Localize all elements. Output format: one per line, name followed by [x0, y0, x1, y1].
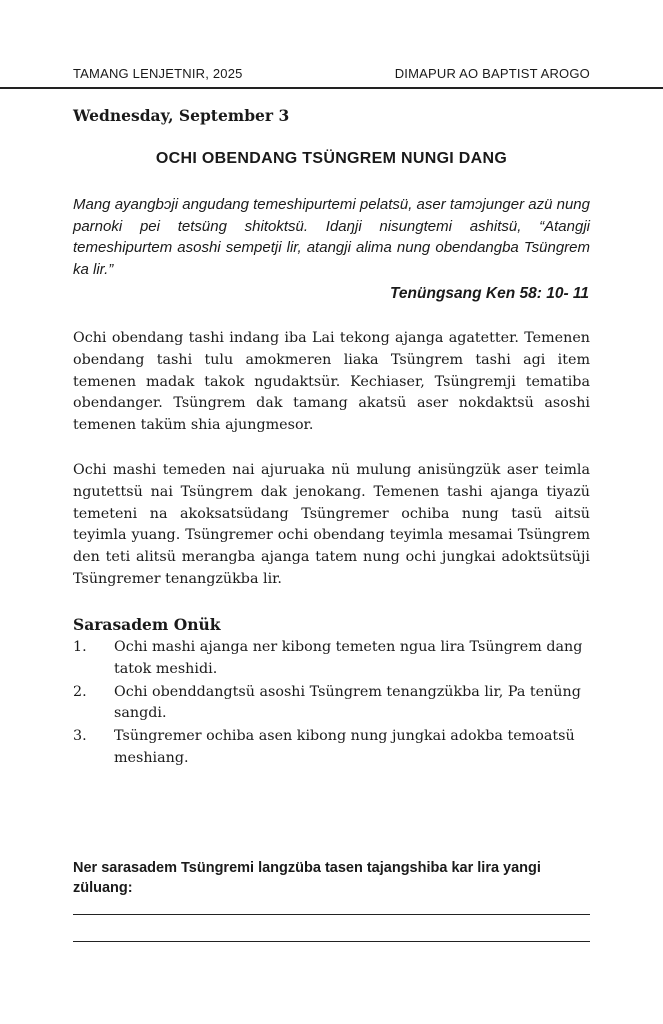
header-left: TAMANG LENJETNIR, 2025 — [73, 66, 243, 81]
body-paragraph-1: Ochi obendang tashi indang iba Lai tekong ajanga agatetter. Temenen obendang tashi tulu amokmeren liaka Tsüngrem tashi agi item temenen madak takok ngudaktsür. Kechiaser, Tsüngremji tematiba obendanger. Tsüngrem dak tamang akatsü aser nokdaktsü asoshi temenen taküm shia ajungmesor. — [73, 330, 590, 434]
list-item — [73, 726, 590, 770]
header-right: DIMAPUR AO BAPTIST AROGO — [394, 66, 590, 81]
list-item-number: 3. — [73, 728, 87, 745]
list-item-number: 1. — [73, 639, 87, 655]
page-header — [73, 66, 590, 81]
prayer-prompt: Ner sarasadem Tsüngremi langzüba tasen tajangshiba kar lira yangi züluang: — [73, 860, 541, 896]
writing-line-1[interactable] — [73, 914, 590, 915]
list-item-text: Ochi obenddangtsü asoshi Tsüngrem tenangzükba lir, Pa tenüng sangdi. — [114, 683, 581, 722]
writing-line-2[interactable] — [73, 941, 590, 942]
list-item-text: Tsüngremer ochiba asen kibong nung jungkai adokba temoatsü meshiang. — [114, 728, 575, 766]
reflection-heading: Sarasadem Onük — [73, 615, 221, 634]
list-item — [73, 682, 590, 726]
list-item-number: 2. — [73, 683, 87, 700]
scripture-verse: Mang ayangbɔji angudang temeshipurtemi pelatsü, aser tamɔjunger azü nung parnoki pei tetsüng shitoktsü. Idaŋji nisungtemi ashitsü, “Atangji temeshipurtem asoshi sempetji lir, atangji alima nung obendangba Tsüngrem ka lir.” — [73, 196, 590, 278]
body-paragraph-2: Ochi mashi temeden nai ajuruaka nü mulung anisüngzük aser teimla ngutettsü nai Tsüngrem dak jenokang. Temenen tashi ajanga tiyazü temeteni na akoksatsüdang Tsüngremer ochiba nung tasü aitsü teyimla yuang. Tsüngremer ochi obendang teyimla mesamai Tsüngrem den teti alitsü merangba ajanga tatem nung ochi jungkai adoktsütsüji Tsüngremer tenangzükba lir. — [73, 462, 590, 587]
scripture-reference: Tenüngsang Ken 58: 10- 11 — [390, 285, 589, 302]
devotion-title: OCHI OBENDANG TSÜNGREM NUNGI DANG — [155, 150, 508, 167]
list-item — [73, 637, 590, 681]
list-item-text: Ochi mashi ajanga ner kibong temeten ngua lira Tsüngrem dang tatok meshidi. — [114, 639, 583, 677]
reflection-list — [73, 637, 590, 771]
devotion-date: Wednesday, September 3 — [73, 106, 290, 125]
header-divider — [0, 87, 663, 89]
